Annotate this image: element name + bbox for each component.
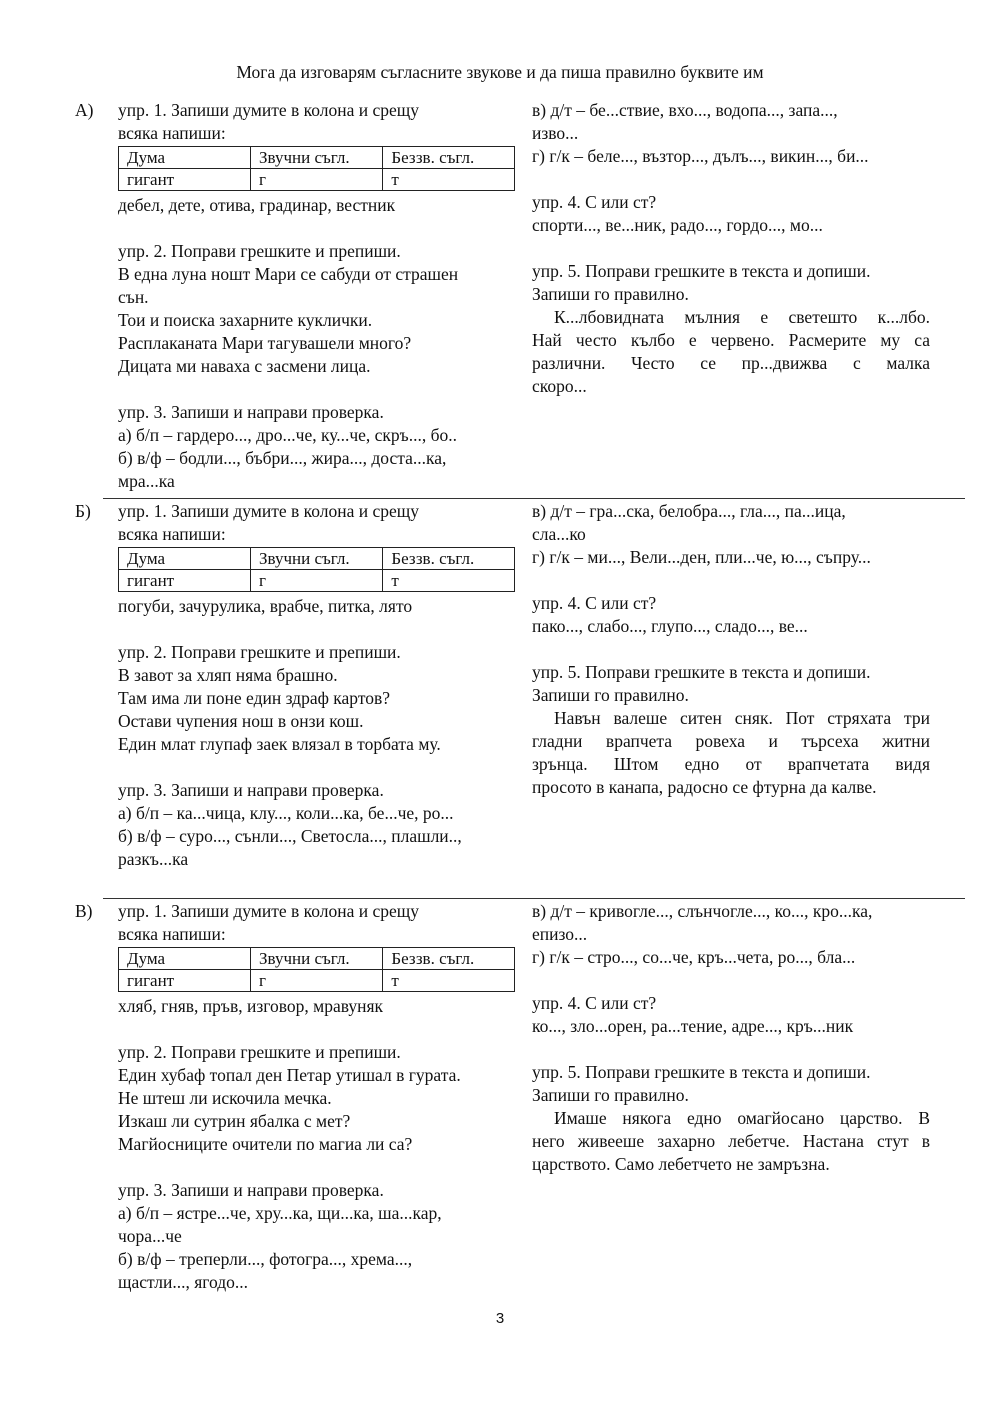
exercise-3-line: щастли..., ягодо...: [118, 1272, 249, 1292]
exercise-5-title: упр. 5. Поправи грешките в текста и допиши.: [532, 1062, 871, 1082]
section-divider: [103, 898, 965, 899]
exercise-4-line: пако..., слабо..., глупо..., сладо..., ве...: [532, 616, 808, 636]
exercise-2-line: В една луна ношт Мари се сабуди от страшен: [118, 264, 459, 284]
page-title: Мога да изговарям съгласните звукове и да пиша правилно буквите им: [236, 62, 764, 82]
section-label: Б): [75, 501, 91, 521]
table-cell-voiceless: т: [383, 970, 515, 992]
exercise-5-text-line: Най често кълбо е червено. Расмерите му са: [532, 330, 930, 350]
left-column: [118, 99, 518, 493]
exercise-2-line: сън.: [118, 287, 149, 307]
exercise-2-title: упр. 2. Поправи грешките и препиши.: [118, 642, 401, 662]
exercise-3-title: упр. 3. Запиши и направи проверка.: [118, 780, 384, 800]
right-column: [532, 500, 930, 799]
exercise-3v-line: в) д/т – кривогле..., слънчогле..., ко..., кро...ка,: [532, 901, 873, 921]
phonetics-table: [118, 547, 515, 592]
exercise-3g-line: г) г/к – беле..., възтор..., дълъ..., викин..., би...: [532, 146, 869, 166]
exercise-2-title: упр. 2. Поправи грешките и препиши.: [118, 241, 401, 261]
exercise-5-subtitle: Запиши го правилно.: [532, 685, 689, 705]
exercise-3-line: б) в/ф – бодли..., бъбри..., жира..., доста...ка,: [118, 448, 447, 468]
section-divider: [103, 498, 965, 499]
exercise-5-subtitle: Запиши го правилно.: [532, 284, 689, 304]
table-cell-voiced: г: [250, 970, 382, 992]
exercise-3g-line: г) г/к – стро..., со...че, кръ...чета, ро..., бла...: [532, 947, 856, 967]
exercise-5-text-line: К...лбовидната мълния е светешто к...лбо.: [554, 307, 930, 327]
exercise-5-text-line: гладни врапчета ровеха и търсеха житни: [532, 731, 930, 751]
exercise-4-title: упр. 4. С или ст?: [532, 192, 657, 212]
right-column: [532, 99, 930, 398]
exercise-5-text-line: различни. Често се пр...движва с малка: [532, 353, 930, 373]
right-column: [532, 900, 930, 1176]
section-label: А): [75, 100, 94, 120]
exercise-2-title: упр. 2. Поправи грешките и препиши.: [118, 1042, 401, 1062]
table-cell-voiced: г: [250, 570, 382, 592]
exercise-3-title: упр. 3. Запиши и направи проверка.: [118, 1180, 384, 1200]
page-number: 3: [495, 1310, 505, 1327]
exercise-1-subtitle: всяка напиши:: [118, 123, 226, 143]
exercise-3-line: а) б/п – ка...чица, клу..., коли...ка, бе...че, ро...: [118, 803, 454, 823]
exercise-5-title: упр. 5. Поправи грешките в текста и допиши.: [532, 662, 871, 682]
table-cell-voiceless: т: [383, 570, 515, 592]
phonetics-table: [118, 947, 515, 992]
table-cell-word: гигант: [119, 970, 251, 992]
exercise-4-line: спорти..., ве...ник, радо..., гордо..., мо...: [532, 215, 823, 235]
left-column: [118, 900, 518, 1294]
exercise-2-line: Расплаканата Мари тагувашели много?: [118, 333, 412, 353]
exercise-2-line: Остави чупения нош в онзи кош.: [118, 711, 364, 731]
exercise-3-title: упр. 3. Запиши и направи проверка.: [118, 402, 384, 422]
table-header-voiced: Звучни съгл.: [250, 548, 382, 570]
exercise-4-title: упр. 4. С или ст?: [532, 593, 657, 613]
exercise-3v-line: в) д/т – гра...ска, белобра..., гла..., па...ица,: [532, 501, 846, 521]
exercise-5-text-line: просото в канапа, радосно се фтурна да калве.: [532, 777, 877, 797]
exercise-3-line: мра...ка: [118, 471, 175, 491]
table-header-voiced: Звучни съгл.: [250, 147, 382, 169]
exercise-3-line: а) б/п – ястре...че, хру...ка, щи...ка, ша...кар,: [118, 1203, 442, 1223]
exercise-1-words: хляб, гняв, пръв, изговор, мравуняк: [118, 996, 384, 1016]
exercise-1-subtitle: всяка напиши:: [118, 924, 226, 944]
exercise-3v-line: сла...ко: [532, 524, 586, 544]
table-header-voiced: Звучни съгл.: [250, 948, 382, 970]
exercise-3v-line: в) д/т – бе...ствие, вхо..., водопа..., запа...,: [532, 100, 838, 120]
exercise-1-title: упр. 1. Запиши думите в колона и срещу: [118, 901, 420, 921]
exercise-2-line: Там има ли поне един здраф картов?: [118, 688, 391, 708]
table-header-word: Дума: [119, 548, 251, 570]
exercise-5-text-line: скоро...: [532, 376, 587, 396]
exercise-5-text-line: него живееше захарно лебетче. Настана стут в: [532, 1131, 930, 1151]
exercise-3-line: чора...че: [118, 1226, 182, 1246]
table-header-word: Дума: [119, 948, 251, 970]
table-cell-word: гигант: [119, 570, 251, 592]
exercise-1-words: погуби, зачурулика, врабче, питка, лято: [118, 596, 413, 616]
exercise-3g-line: г) г/к – ми..., Вели...ден, пли...че, ю..., съпру...: [532, 547, 871, 567]
exercise-3-line: б) в/ф – треперли..., фотогра..., хрема...,: [118, 1249, 413, 1269]
exercise-1-words: дебел, дете, отива, градинар, вестник: [118, 195, 396, 215]
table-header-voiceless: Беззв. съгл.: [383, 147, 515, 169]
exercise-5-text-line: зрънца. Штом едно от врапчетата видя: [532, 754, 930, 774]
exercise-2-line: Един хубаф топал ден Петар утишал в гурата.: [118, 1065, 461, 1085]
exercise-1-title: упр. 1. Запиши думите в колона и срещу: [118, 501, 420, 521]
exercise-3v-line: епизо...: [532, 924, 588, 944]
exercise-5-title: упр. 5. Поправи грешките в текста и допиши.: [532, 261, 871, 281]
exercise-2-line: Тои и поиска захарните куклички.: [118, 310, 373, 330]
exercise-5-text-line: царството. Само лебетчето не замръзна.: [532, 1154, 830, 1174]
exercise-5-text-line: Навън валеше ситен сняк. Пот стряхата три: [554, 708, 930, 728]
exercise-4-line: ко..., зло...орен, ра...тение, адре..., кръ...ник: [532, 1016, 854, 1036]
exercise-2-line: Изкаш ли сутрин ябалка с мет?: [118, 1111, 351, 1131]
table-cell-voiced: г: [250, 169, 382, 191]
table-header-word: Дума: [119, 147, 251, 169]
exercise-2-line: Един млат глупаф заек влязал в торбата му.: [118, 734, 441, 754]
table-header-voiceless: Беззв. съгл.: [383, 948, 515, 970]
exercise-3-line: б) в/ф – суро..., сънли..., Светосла..., плашли..,: [118, 826, 462, 846]
table-cell-word: гигант: [119, 169, 251, 191]
exercise-2-line: Не штеш ли искочила мечка.: [118, 1088, 332, 1108]
exercise-2-line: Дицата ми наваха с засмени лица.: [118, 356, 371, 376]
exercise-2-line: В завот за хляп няма брашно.: [118, 665, 338, 685]
exercise-3-line: разкъ...ка: [118, 849, 189, 869]
section-label: В): [75, 901, 93, 921]
table-header-voiceless: Беззв. съгл.: [383, 548, 515, 570]
table-cell-voiceless: т: [383, 169, 515, 191]
exercise-5-text-line: Имаше някога едно омагйосано царство. В: [554, 1108, 930, 1128]
exercise-3-line: а) б/п – гардеро..., дро...че, ку...че, скръ..., бо..: [118, 425, 458, 445]
exercise-1-subtitle: всяка напиши:: [118, 524, 226, 544]
exercise-3v-line: изво...: [532, 123, 579, 143]
exercise-4-title: упр. 4. С или ст?: [532, 993, 657, 1013]
exercise-2-line: Магйосниците очители по магиа ли са?: [118, 1134, 413, 1154]
exercise-5-subtitle: Запиши го правилно.: [532, 1085, 689, 1105]
left-column: [118, 500, 518, 871]
exercise-1-title: упр. 1. Запиши думите в колона и срещу: [118, 100, 420, 120]
phonetics-table: [118, 146, 515, 191]
